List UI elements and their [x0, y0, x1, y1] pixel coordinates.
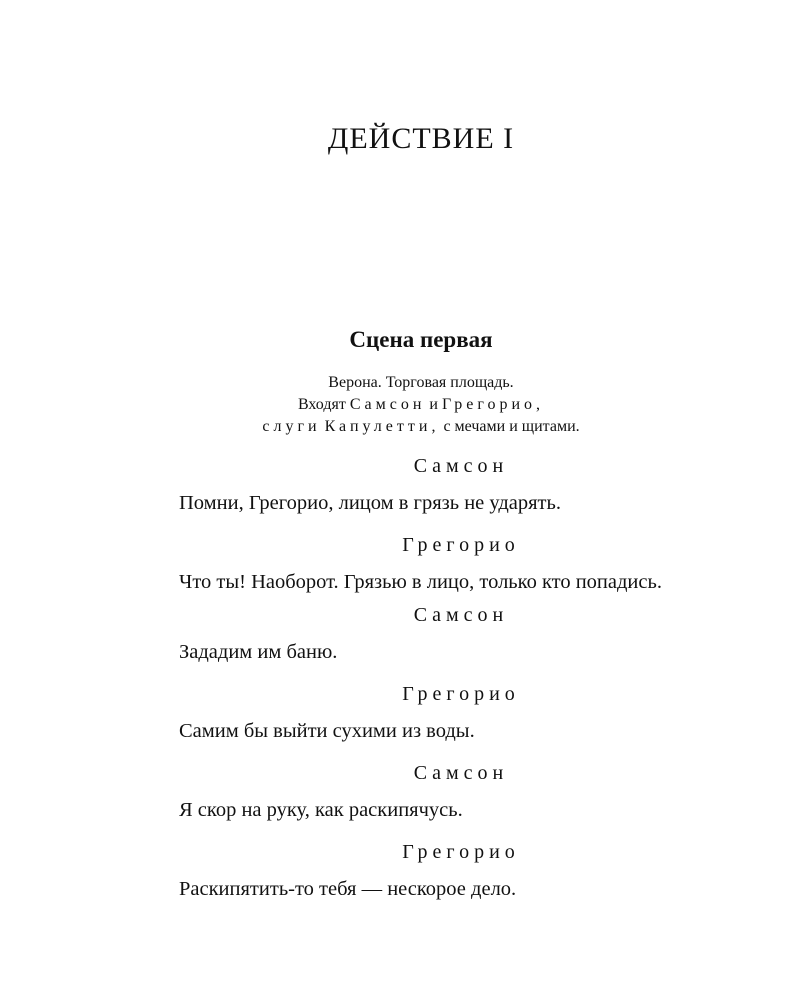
- act-title: ДЕЙСТВИЕ I: [327, 122, 515, 155]
- speech-line: Раскипятить-то тебя — нескорое дело.: [179, 878, 517, 900]
- speaker-name: Грегорио: [402, 841, 520, 863]
- speaker-name: Грегорио: [402, 534, 520, 556]
- speaker-name: Самсон: [413, 455, 509, 477]
- speaker-name: Грегорио: [402, 683, 520, 705]
- speech-line: Зададим им баню.: [179, 641, 338, 663]
- stage-direction-line-1: Верона. Торговая площадь.: [328, 374, 514, 391]
- stage-direction-line-3: [0, 416, 800, 438]
- scene-title: Сцена первая: [349, 327, 493, 352]
- dialogue: [136, 452, 716, 917]
- stage-direction: [0, 372, 800, 438]
- character-name-gregorio: Грегорио,: [441, 396, 545, 413]
- speech-line: Я скор на руку, как раскипячусь.: [179, 799, 463, 821]
- character-name-samson: Самсон: [349, 396, 426, 413]
- stage-direction-line-2: [0, 394, 800, 416]
- stage-direction-servants: слуги: [262, 418, 321, 435]
- speech-line: Самим бы выйти сухими из воды.: [179, 720, 475, 742]
- stage-direction-capulet: Капулетти,: [324, 418, 440, 435]
- stage-direction-enter: Входят: [297, 396, 346, 413]
- speaker-name: Самсон: [413, 762, 509, 784]
- stage-direction-weapons: с мечами и щитами.: [443, 418, 580, 435]
- speech-line: Помни, Грегорио, лицом в грязь не ударять.: [179, 492, 561, 514]
- speaker-name: Самсон: [413, 604, 509, 626]
- stage-direction-conjunction: и: [429, 396, 438, 413]
- speech-line: Что ты! Наоборот. Грязью в лицо, только кто попадись.: [179, 571, 662, 593]
